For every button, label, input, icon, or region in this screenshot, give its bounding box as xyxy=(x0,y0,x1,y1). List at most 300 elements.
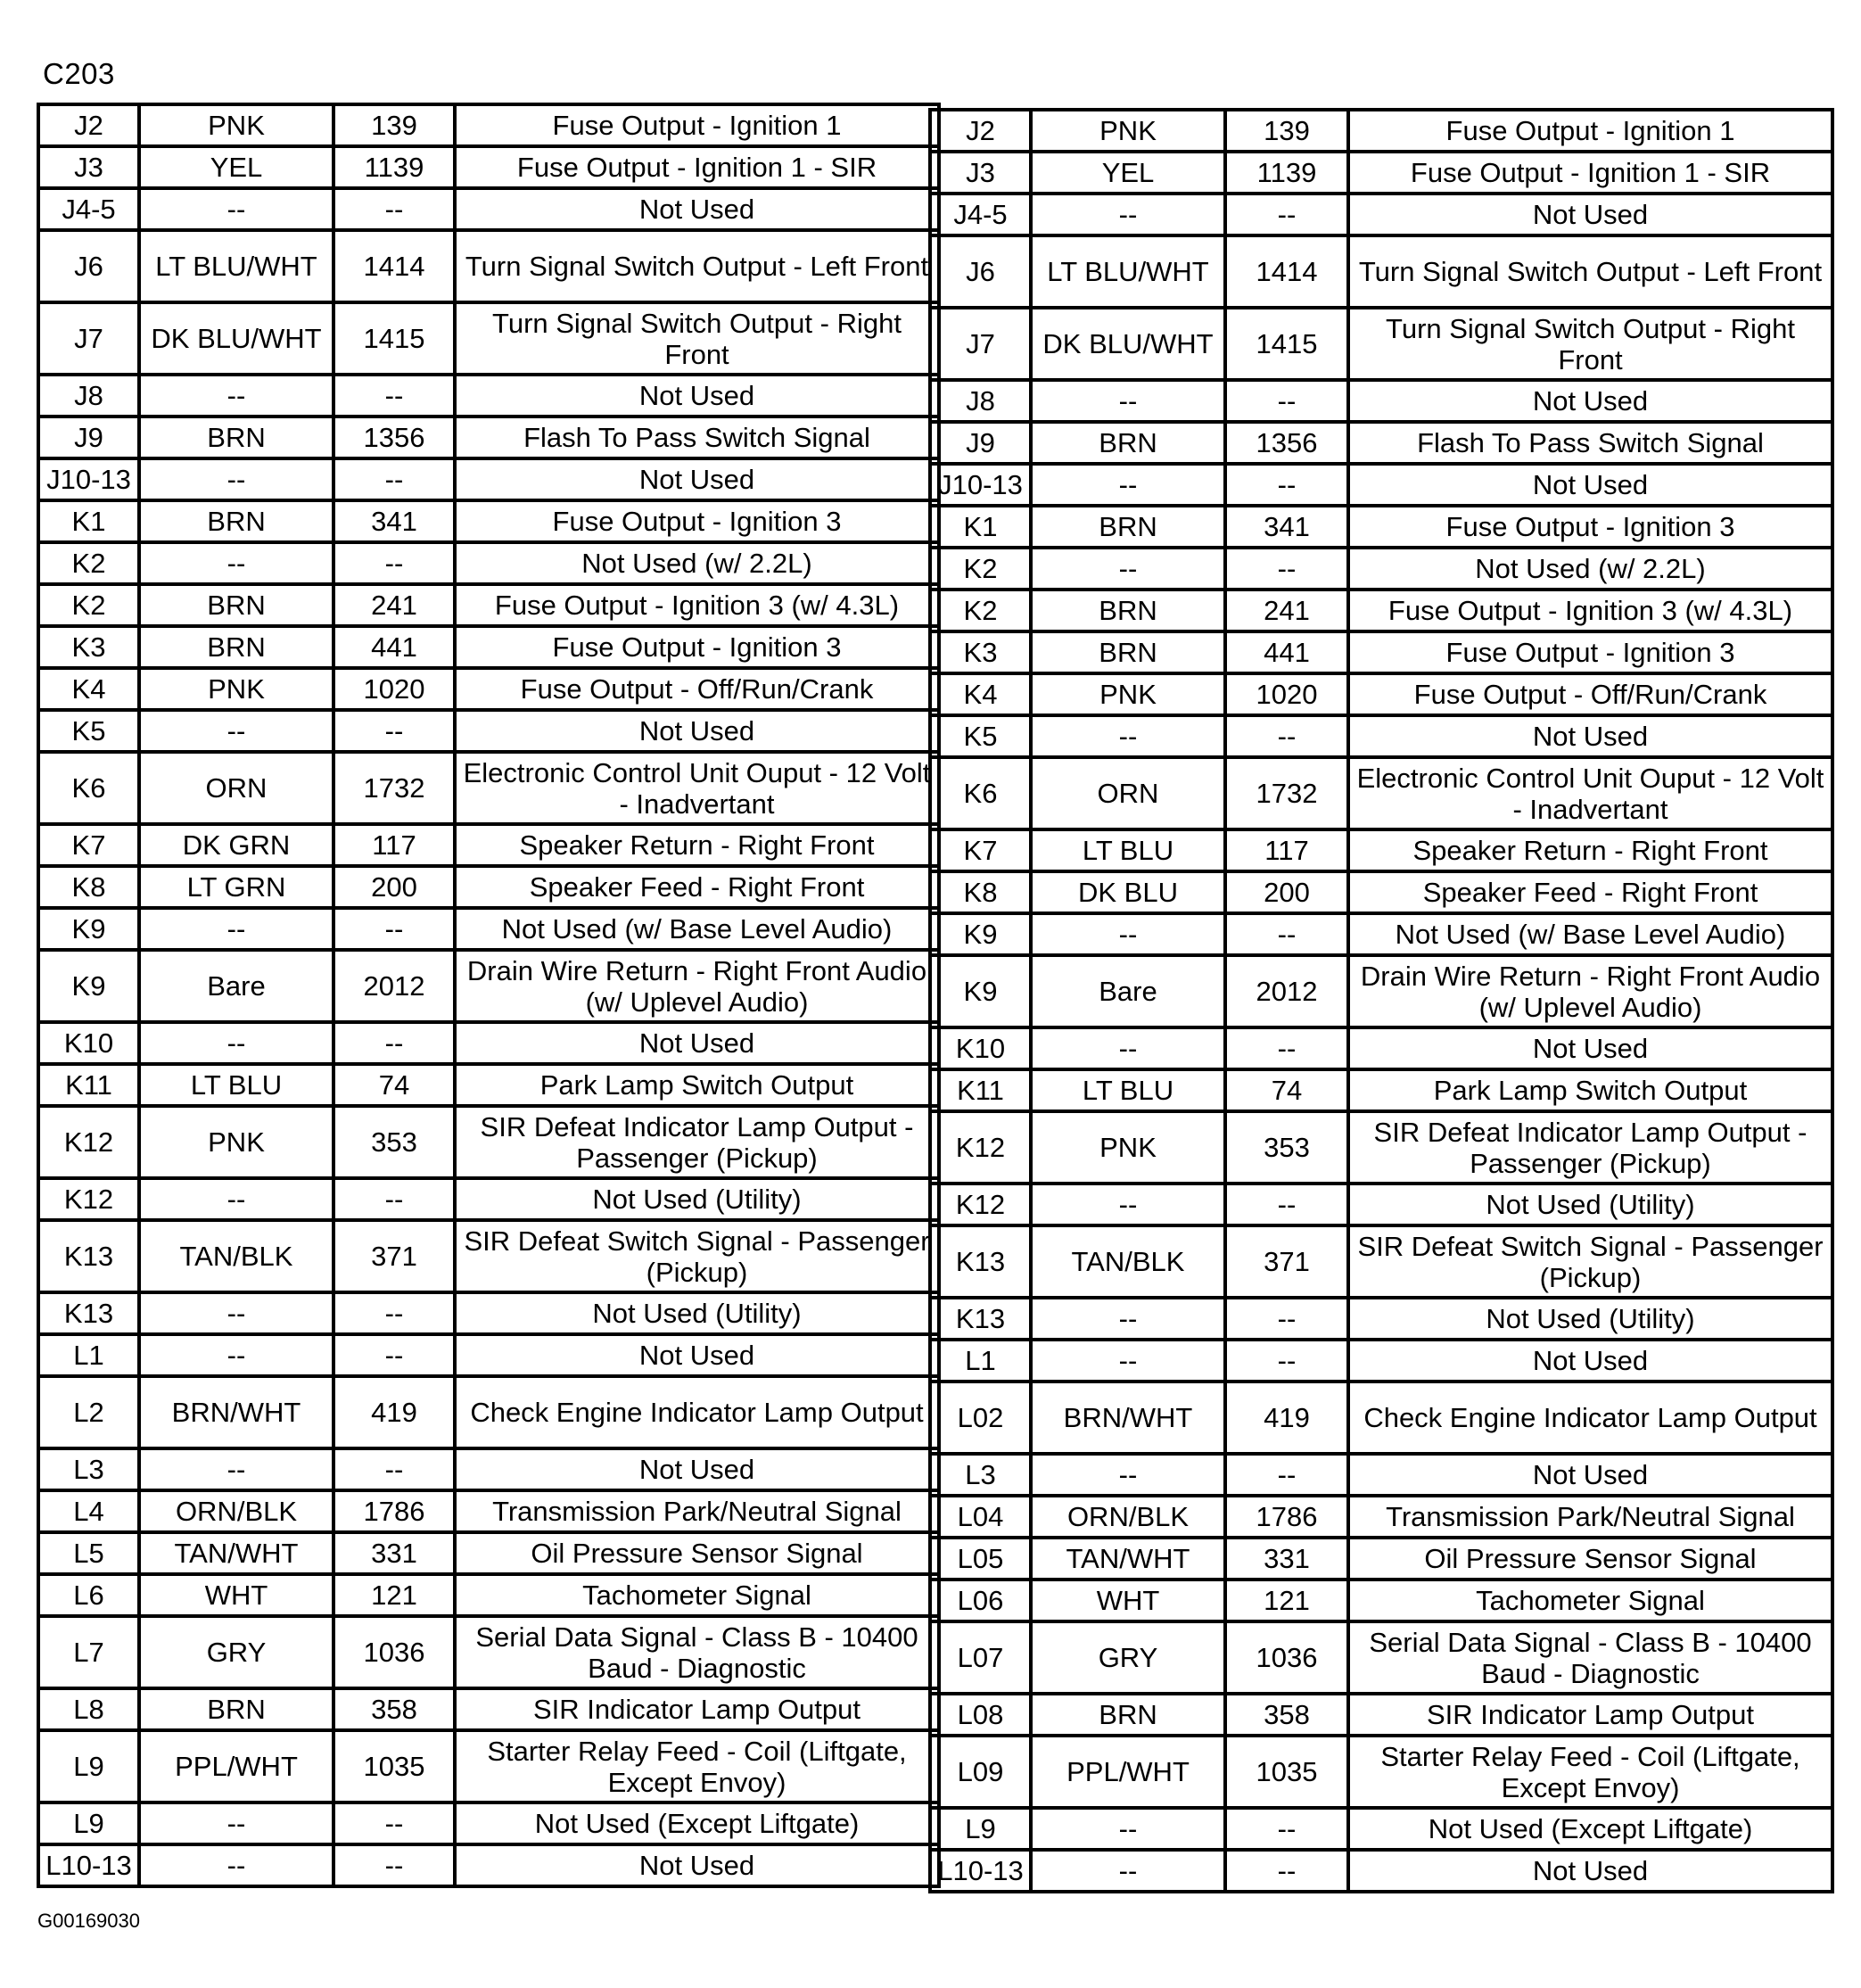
pinout-table-left xyxy=(37,103,941,1888)
pin-cell: L06 xyxy=(930,1580,1031,1621)
circuit-number-cell: 1036 xyxy=(1225,1621,1348,1694)
circuit-number-cell: 371 xyxy=(1225,1225,1348,1298)
table-row xyxy=(930,871,1832,913)
wire-color-cell: -- xyxy=(139,188,333,230)
table-row xyxy=(38,1178,939,1220)
wire-color-cell: DK BLU/WHT xyxy=(139,302,333,375)
pin-cell: J6 xyxy=(38,230,139,302)
wire-color-cell: PNK xyxy=(1031,110,1225,152)
table-row xyxy=(930,1694,1832,1736)
function-cell: Speaker Return - Right Front xyxy=(1348,829,1832,871)
table-row xyxy=(930,631,1832,673)
function-cell: Fuse Output - Ignition 1 - SIR xyxy=(455,146,939,188)
pin-cell: L5 xyxy=(38,1532,139,1574)
table-row xyxy=(930,1225,1832,1298)
table-row xyxy=(930,1340,1832,1382)
wire-color-cell: BRN xyxy=(1031,1694,1225,1736)
pin-cell: J3 xyxy=(930,152,1031,194)
wire-color-cell: -- xyxy=(1031,380,1225,422)
table-row xyxy=(930,1069,1832,1111)
pin-cell: K4 xyxy=(38,668,139,710)
circuit-number-cell: -- xyxy=(333,1022,455,1064)
function-cell: Starter Relay Feed - Coil (Liftgate, Except Envoy) xyxy=(1348,1736,1832,1808)
table-row xyxy=(930,110,1832,152)
pin-cell: L3 xyxy=(38,1448,139,1490)
pin-cell: J9 xyxy=(930,422,1031,464)
wire-color-cell: BRN xyxy=(139,626,333,668)
pin-cell: L04 xyxy=(930,1496,1031,1538)
wire-color-cell: PNK xyxy=(1031,1111,1225,1184)
pin-cell: J8 xyxy=(930,380,1031,422)
wire-color-cell: GRY xyxy=(1031,1621,1225,1694)
pin-cell: K4 xyxy=(930,673,1031,715)
circuit-number-cell: -- xyxy=(333,542,455,584)
function-cell: Not Used xyxy=(1348,380,1832,422)
wire-color-cell: Bare xyxy=(1031,955,1225,1027)
function-cell: Not Used xyxy=(455,458,939,500)
function-cell: Not Used xyxy=(1348,194,1832,235)
pin-cell: K6 xyxy=(930,757,1031,829)
pin-cell: K11 xyxy=(38,1064,139,1106)
wire-color-cell: BRN/WHT xyxy=(1031,1382,1225,1454)
pin-cell: K13 xyxy=(930,1298,1031,1340)
circuit-number-cell: 1415 xyxy=(333,302,455,375)
function-cell: Tachometer Signal xyxy=(1348,1580,1832,1621)
circuit-number-cell: -- xyxy=(1225,913,1348,955)
table-row xyxy=(38,500,939,542)
table-row xyxy=(38,668,939,710)
table-row xyxy=(930,194,1832,235)
wire-color-cell: PNK xyxy=(139,1106,333,1178)
wire-color-cell: LT BLU xyxy=(1031,829,1225,871)
wire-color-cell: -- xyxy=(139,1802,333,1844)
wire-color-cell: YEL xyxy=(1031,152,1225,194)
wire-color-cell: -- xyxy=(1031,1027,1225,1069)
table-row xyxy=(930,1111,1832,1184)
table-row xyxy=(930,955,1832,1027)
function-cell: Drain Wire Return - Right Front Audio (w/ Uplevel Audio) xyxy=(455,950,939,1022)
circuit-number-cell: 353 xyxy=(333,1106,455,1178)
pin-cell: K3 xyxy=(930,631,1031,673)
pin-cell: L9 xyxy=(38,1802,139,1844)
circuit-number-cell: 441 xyxy=(1225,631,1348,673)
circuit-number-cell: 1356 xyxy=(333,417,455,458)
pinout-table-right xyxy=(928,108,1834,1893)
circuit-number-cell: 341 xyxy=(1225,506,1348,548)
wire-color-cell: -- xyxy=(1031,715,1225,757)
function-cell: Flash To Pass Switch Signal xyxy=(455,417,939,458)
circuit-number-cell: 1035 xyxy=(1225,1736,1348,1808)
function-cell: Speaker Feed - Right Front xyxy=(1348,871,1832,913)
circuit-number-cell: 341 xyxy=(333,500,455,542)
pin-cell: K1 xyxy=(930,506,1031,548)
pin-cell: L7 xyxy=(38,1616,139,1688)
table-row xyxy=(930,235,1832,308)
pin-cell: K13 xyxy=(38,1292,139,1334)
wire-color-cell: BRN xyxy=(139,1688,333,1730)
circuit-number-cell: 1732 xyxy=(1225,757,1348,829)
circuit-number-cell: -- xyxy=(333,1334,455,1376)
wire-color-cell: LT BLU/WHT xyxy=(139,230,333,302)
circuit-number-cell: -- xyxy=(333,1292,455,1334)
function-cell: Not Used xyxy=(455,1022,939,1064)
function-cell: Fuse Output - Ignition 1 xyxy=(455,104,939,146)
circuit-number-cell: 1356 xyxy=(1225,422,1348,464)
pin-cell: K2 xyxy=(930,548,1031,590)
circuit-number-cell: -- xyxy=(333,1448,455,1490)
pin-cell: K8 xyxy=(38,866,139,908)
circuit-number-cell: 2012 xyxy=(1225,955,1348,1027)
pin-cell: K2 xyxy=(38,542,139,584)
wire-color-cell: -- xyxy=(139,375,333,417)
function-cell: Transmission Park/Neutral Signal xyxy=(1348,1496,1832,1538)
circuit-number-cell: 358 xyxy=(333,1688,455,1730)
wire-color-cell: -- xyxy=(1031,913,1225,955)
function-cell: SIR Indicator Lamp Output xyxy=(455,1688,939,1730)
wire-color-cell: -- xyxy=(139,1844,333,1886)
pin-cell: K5 xyxy=(930,715,1031,757)
function-cell: Not Used (Utility) xyxy=(455,1292,939,1334)
wire-color-cell: ORN xyxy=(139,752,333,824)
pin-cell: K12 xyxy=(930,1111,1031,1184)
table-row xyxy=(38,230,939,302)
wire-color-cell: -- xyxy=(139,710,333,752)
wire-color-cell: YEL xyxy=(139,146,333,188)
pin-cell: L2 xyxy=(38,1376,139,1448)
function-cell: Fuse Output - Ignition 1 xyxy=(1348,110,1832,152)
wire-color-cell: DK BLU/WHT xyxy=(1031,308,1225,380)
pin-cell: K3 xyxy=(38,626,139,668)
table-row xyxy=(930,1496,1832,1538)
circuit-number-cell: 1020 xyxy=(1225,673,1348,715)
circuit-number-cell: 74 xyxy=(333,1064,455,1106)
circuit-number-cell: -- xyxy=(1225,715,1348,757)
circuit-number-cell: 121 xyxy=(1225,1580,1348,1621)
function-cell: Not Used xyxy=(1348,464,1832,506)
function-cell: Not Used (w/ Base Level Audio) xyxy=(455,908,939,950)
function-cell: Not Used xyxy=(1348,1850,1832,1892)
function-cell: Not Used xyxy=(455,1448,939,1490)
pin-cell: J10-13 xyxy=(930,464,1031,506)
function-cell: SIR Defeat Switch Signal - Passenger (Pickup) xyxy=(1348,1225,1832,1298)
function-cell: Fuse Output - Off/Run/Crank xyxy=(1348,673,1832,715)
function-cell: Not Used xyxy=(455,710,939,752)
table-row xyxy=(38,1292,939,1334)
wire-color-cell: PPL/WHT xyxy=(139,1730,333,1802)
pin-cell: K10 xyxy=(38,1022,139,1064)
table-row xyxy=(930,1538,1832,1580)
table-row xyxy=(930,308,1832,380)
table-row xyxy=(930,1454,1832,1496)
function-cell: Not Used (w/ 2.2L) xyxy=(455,542,939,584)
pin-cell: K2 xyxy=(38,584,139,626)
pin-cell: J7 xyxy=(38,302,139,375)
wire-color-cell: TAN/BLK xyxy=(139,1220,333,1292)
function-cell: Flash To Pass Switch Signal xyxy=(1348,422,1832,464)
function-cell: Fuse Output - Ignition 3 xyxy=(455,626,939,668)
wire-color-cell: BRN xyxy=(139,584,333,626)
wire-color-cell: ORN xyxy=(1031,757,1225,829)
table-row xyxy=(38,1574,939,1616)
circuit-number-cell: 139 xyxy=(1225,110,1348,152)
pin-cell: K9 xyxy=(38,908,139,950)
wire-color-cell: PNK xyxy=(139,668,333,710)
pin-cell: J6 xyxy=(930,235,1031,308)
table-row xyxy=(38,1334,939,1376)
pin-cell: L1 xyxy=(930,1340,1031,1382)
table-row xyxy=(38,542,939,584)
function-cell: Oil Pressure Sensor Signal xyxy=(455,1532,939,1574)
table-row xyxy=(38,302,939,375)
table-row xyxy=(38,1616,939,1688)
pin-cell: K10 xyxy=(930,1027,1031,1069)
circuit-number-cell: -- xyxy=(1225,1298,1348,1340)
table-row xyxy=(930,422,1832,464)
table-row xyxy=(930,506,1832,548)
wire-color-cell: -- xyxy=(1031,1340,1225,1382)
pin-cell: L07 xyxy=(930,1621,1031,1694)
pin-cell: L10-13 xyxy=(930,1850,1031,1892)
circuit-number-cell: -- xyxy=(1225,1808,1348,1850)
table-row xyxy=(930,1027,1832,1069)
circuit-number-cell: -- xyxy=(1225,194,1348,235)
table-row xyxy=(930,829,1832,871)
table-row xyxy=(930,464,1832,506)
wire-color-cell: WHT xyxy=(1031,1580,1225,1621)
pin-cell: J7 xyxy=(930,308,1031,380)
function-cell: Not Used xyxy=(455,375,939,417)
pin-cell: J8 xyxy=(38,375,139,417)
table-row xyxy=(38,1844,939,1886)
function-cell: Turn Signal Switch Output - Left Front xyxy=(1348,235,1832,308)
circuit-number-cell: -- xyxy=(1225,1850,1348,1892)
table-row xyxy=(38,1532,939,1574)
figure-id: G00169030 xyxy=(37,1910,140,1932)
table-row xyxy=(38,866,939,908)
pin-cell: J2 xyxy=(38,104,139,146)
table-row xyxy=(38,1220,939,1292)
wire-color-cell: WHT xyxy=(139,1574,333,1616)
function-cell: Oil Pressure Sensor Signal xyxy=(1348,1538,1832,1580)
circuit-number-cell: 331 xyxy=(1225,1538,1348,1580)
pin-cell: L08 xyxy=(930,1694,1031,1736)
circuit-number-cell: -- xyxy=(333,458,455,500)
wire-color-cell: LT BLU xyxy=(1031,1069,1225,1111)
table-row xyxy=(38,824,939,866)
table-row xyxy=(930,590,1832,631)
function-cell: SIR Defeat Indicator Lamp Output - Passenger (Pickup) xyxy=(1348,1111,1832,1184)
table-row xyxy=(930,673,1832,715)
circuit-number-cell: 121 xyxy=(333,1574,455,1616)
pin-cell: K7 xyxy=(38,824,139,866)
circuit-number-cell: -- xyxy=(333,1844,455,1886)
wire-color-cell: -- xyxy=(1031,1184,1225,1225)
pin-cell: K12 xyxy=(38,1106,139,1178)
table-row xyxy=(930,1850,1832,1892)
table-row xyxy=(930,715,1832,757)
wire-color-cell: BRN xyxy=(1031,506,1225,548)
wire-color-cell: PPL/WHT xyxy=(1031,1736,1225,1808)
wire-color-cell: PNK xyxy=(139,104,333,146)
table-row xyxy=(930,1736,1832,1808)
pin-cell: L05 xyxy=(930,1538,1031,1580)
function-cell: SIR Defeat Switch Signal - Passenger (Pickup) xyxy=(455,1220,939,1292)
circuit-number-cell: -- xyxy=(333,1178,455,1220)
pin-cell: J10-13 xyxy=(38,458,139,500)
table-row xyxy=(930,1580,1832,1621)
pin-cell: L02 xyxy=(930,1382,1031,1454)
pin-cell: L10-13 xyxy=(38,1844,139,1886)
pin-cell: K11 xyxy=(930,1069,1031,1111)
function-cell: Not Used (Except Liftgate) xyxy=(1348,1808,1832,1850)
pin-cell: K2 xyxy=(930,590,1031,631)
table-row xyxy=(38,1064,939,1106)
pin-cell: J4-5 xyxy=(38,188,139,230)
table-row xyxy=(38,1106,939,1178)
pin-cell: K5 xyxy=(38,710,139,752)
table-row xyxy=(38,1802,939,1844)
circuit-number-cell: -- xyxy=(1225,1340,1348,1382)
pin-cell: K13 xyxy=(930,1225,1031,1298)
function-cell: Turn Signal Switch Output - Right Front xyxy=(1348,308,1832,380)
function-cell: Park Lamp Switch Output xyxy=(1348,1069,1832,1111)
function-cell: Not Used (Utility) xyxy=(455,1178,939,1220)
wire-color-cell: ORN/BLK xyxy=(139,1490,333,1532)
wire-color-cell: BRN/WHT xyxy=(139,1376,333,1448)
table-row xyxy=(38,188,939,230)
wire-color-cell: -- xyxy=(139,908,333,950)
function-cell: Not Used (Utility) xyxy=(1348,1298,1832,1340)
wire-color-cell: -- xyxy=(1031,548,1225,590)
pin-cell: K9 xyxy=(930,913,1031,955)
circuit-number-cell: 1414 xyxy=(1225,235,1348,308)
pin-cell: K9 xyxy=(930,955,1031,1027)
wire-color-cell: -- xyxy=(1031,1298,1225,1340)
wire-color-cell: BRN xyxy=(139,500,333,542)
wire-color-cell: Bare xyxy=(139,950,333,1022)
circuit-number-cell: 371 xyxy=(333,1220,455,1292)
function-cell: Fuse Output - Ignition 3 xyxy=(1348,631,1832,673)
function-cell: Not Used xyxy=(1348,1340,1832,1382)
wire-color-cell: -- xyxy=(1031,1850,1225,1892)
pin-cell: L6 xyxy=(38,1574,139,1616)
pin-cell: K12 xyxy=(930,1184,1031,1225)
function-cell: Fuse Output - Ignition 3 xyxy=(455,500,939,542)
wire-color-cell: PNK xyxy=(1031,673,1225,715)
circuit-number-cell: 1414 xyxy=(333,230,455,302)
wire-color-cell: -- xyxy=(1031,1808,1225,1850)
circuit-number-cell: 200 xyxy=(1225,871,1348,913)
circuit-number-cell: 74 xyxy=(1225,1069,1348,1111)
connector-title: C203 xyxy=(43,57,115,90)
function-cell: SIR Defeat Indicator Lamp Output - Passenger (Pickup) xyxy=(455,1106,939,1178)
table-row xyxy=(38,104,939,146)
wire-color-cell: BRN xyxy=(1031,590,1225,631)
circuit-number-cell: 1415 xyxy=(1225,308,1348,380)
wire-color-cell: TAN/WHT xyxy=(139,1532,333,1574)
circuit-number-cell: -- xyxy=(333,908,455,950)
circuit-number-cell: 1732 xyxy=(333,752,455,824)
function-cell: Not Used (Utility) xyxy=(1348,1184,1832,1225)
function-cell: Not Used xyxy=(1348,1454,1832,1496)
function-cell: Fuse Output - Off/Run/Crank xyxy=(455,668,939,710)
wire-color-cell: -- xyxy=(139,458,333,500)
wire-color-cell: BRN xyxy=(1031,422,1225,464)
wire-color-cell: TAN/BLK xyxy=(1031,1225,1225,1298)
pin-cell: L09 xyxy=(930,1736,1031,1808)
table-row xyxy=(38,908,939,950)
function-cell: Starter Relay Feed - Coil (Liftgate, Except Envoy) xyxy=(455,1730,939,1802)
wire-color-cell: GRY xyxy=(139,1616,333,1688)
circuit-number-cell: 117 xyxy=(1225,829,1348,871)
table-row xyxy=(38,626,939,668)
wire-color-cell: LT BLU/WHT xyxy=(1031,235,1225,308)
function-cell: Not Used xyxy=(455,1844,939,1886)
table-row xyxy=(38,417,939,458)
wire-color-cell: -- xyxy=(1031,1454,1225,1496)
circuit-number-cell: 1139 xyxy=(1225,152,1348,194)
wire-color-cell: ORN/BLK xyxy=(1031,1496,1225,1538)
pin-cell: L3 xyxy=(930,1454,1031,1496)
function-cell: Check Engine Indicator Lamp Output xyxy=(1348,1382,1832,1454)
circuit-number-cell: 353 xyxy=(1225,1111,1348,1184)
circuit-number-cell: -- xyxy=(1225,548,1348,590)
table-row xyxy=(38,1730,939,1802)
wire-color-cell: DK GRN xyxy=(139,824,333,866)
table-row xyxy=(38,950,939,1022)
table-row xyxy=(38,146,939,188)
circuit-number-cell: 1139 xyxy=(333,146,455,188)
circuit-number-cell: 419 xyxy=(1225,1382,1348,1454)
pin-cell: K7 xyxy=(930,829,1031,871)
circuit-number-cell: 1786 xyxy=(1225,1496,1348,1538)
circuit-number-cell: 358 xyxy=(1225,1694,1348,1736)
circuit-number-cell: -- xyxy=(1225,1027,1348,1069)
wire-color-cell: -- xyxy=(1031,194,1225,235)
wire-color-cell: -- xyxy=(1031,464,1225,506)
function-cell: Fuse Output - Ignition 3 (w/ 4.3L) xyxy=(1348,590,1832,631)
wire-color-cell: LT BLU xyxy=(139,1064,333,1106)
pin-cell: J9 xyxy=(38,417,139,458)
circuit-number-cell: 200 xyxy=(333,866,455,908)
wire-color-cell: -- xyxy=(139,1292,333,1334)
function-cell: Fuse Output - Ignition 3 (w/ 4.3L) xyxy=(455,584,939,626)
circuit-number-cell: -- xyxy=(333,1802,455,1844)
function-cell: Not Used xyxy=(1348,1027,1832,1069)
circuit-number-cell: 241 xyxy=(1225,590,1348,631)
function-cell: Check Engine Indicator Lamp Output xyxy=(455,1376,939,1448)
function-cell: Park Lamp Switch Output xyxy=(455,1064,939,1106)
circuit-number-cell: 2012 xyxy=(333,950,455,1022)
circuit-number-cell: 1035 xyxy=(333,1730,455,1802)
table-row xyxy=(38,458,939,500)
table-row xyxy=(38,710,939,752)
wire-color-cell: -- xyxy=(139,1178,333,1220)
function-cell: Electronic Control Unit Ouput - 12 Volt - Inadvertant xyxy=(455,752,939,824)
circuit-number-cell: 419 xyxy=(333,1376,455,1448)
pin-cell: K13 xyxy=(38,1220,139,1292)
table-row xyxy=(930,913,1832,955)
function-cell: Turn Signal Switch Output - Left Front xyxy=(455,230,939,302)
circuit-number-cell: 331 xyxy=(333,1532,455,1574)
table-row xyxy=(930,1184,1832,1225)
table-row xyxy=(930,757,1832,829)
wire-color-cell: LT GRN xyxy=(139,866,333,908)
wire-color-cell: -- xyxy=(139,542,333,584)
pin-cell: L1 xyxy=(38,1334,139,1376)
function-cell: Speaker Return - Right Front xyxy=(455,824,939,866)
circuit-number-cell: 139 xyxy=(333,104,455,146)
